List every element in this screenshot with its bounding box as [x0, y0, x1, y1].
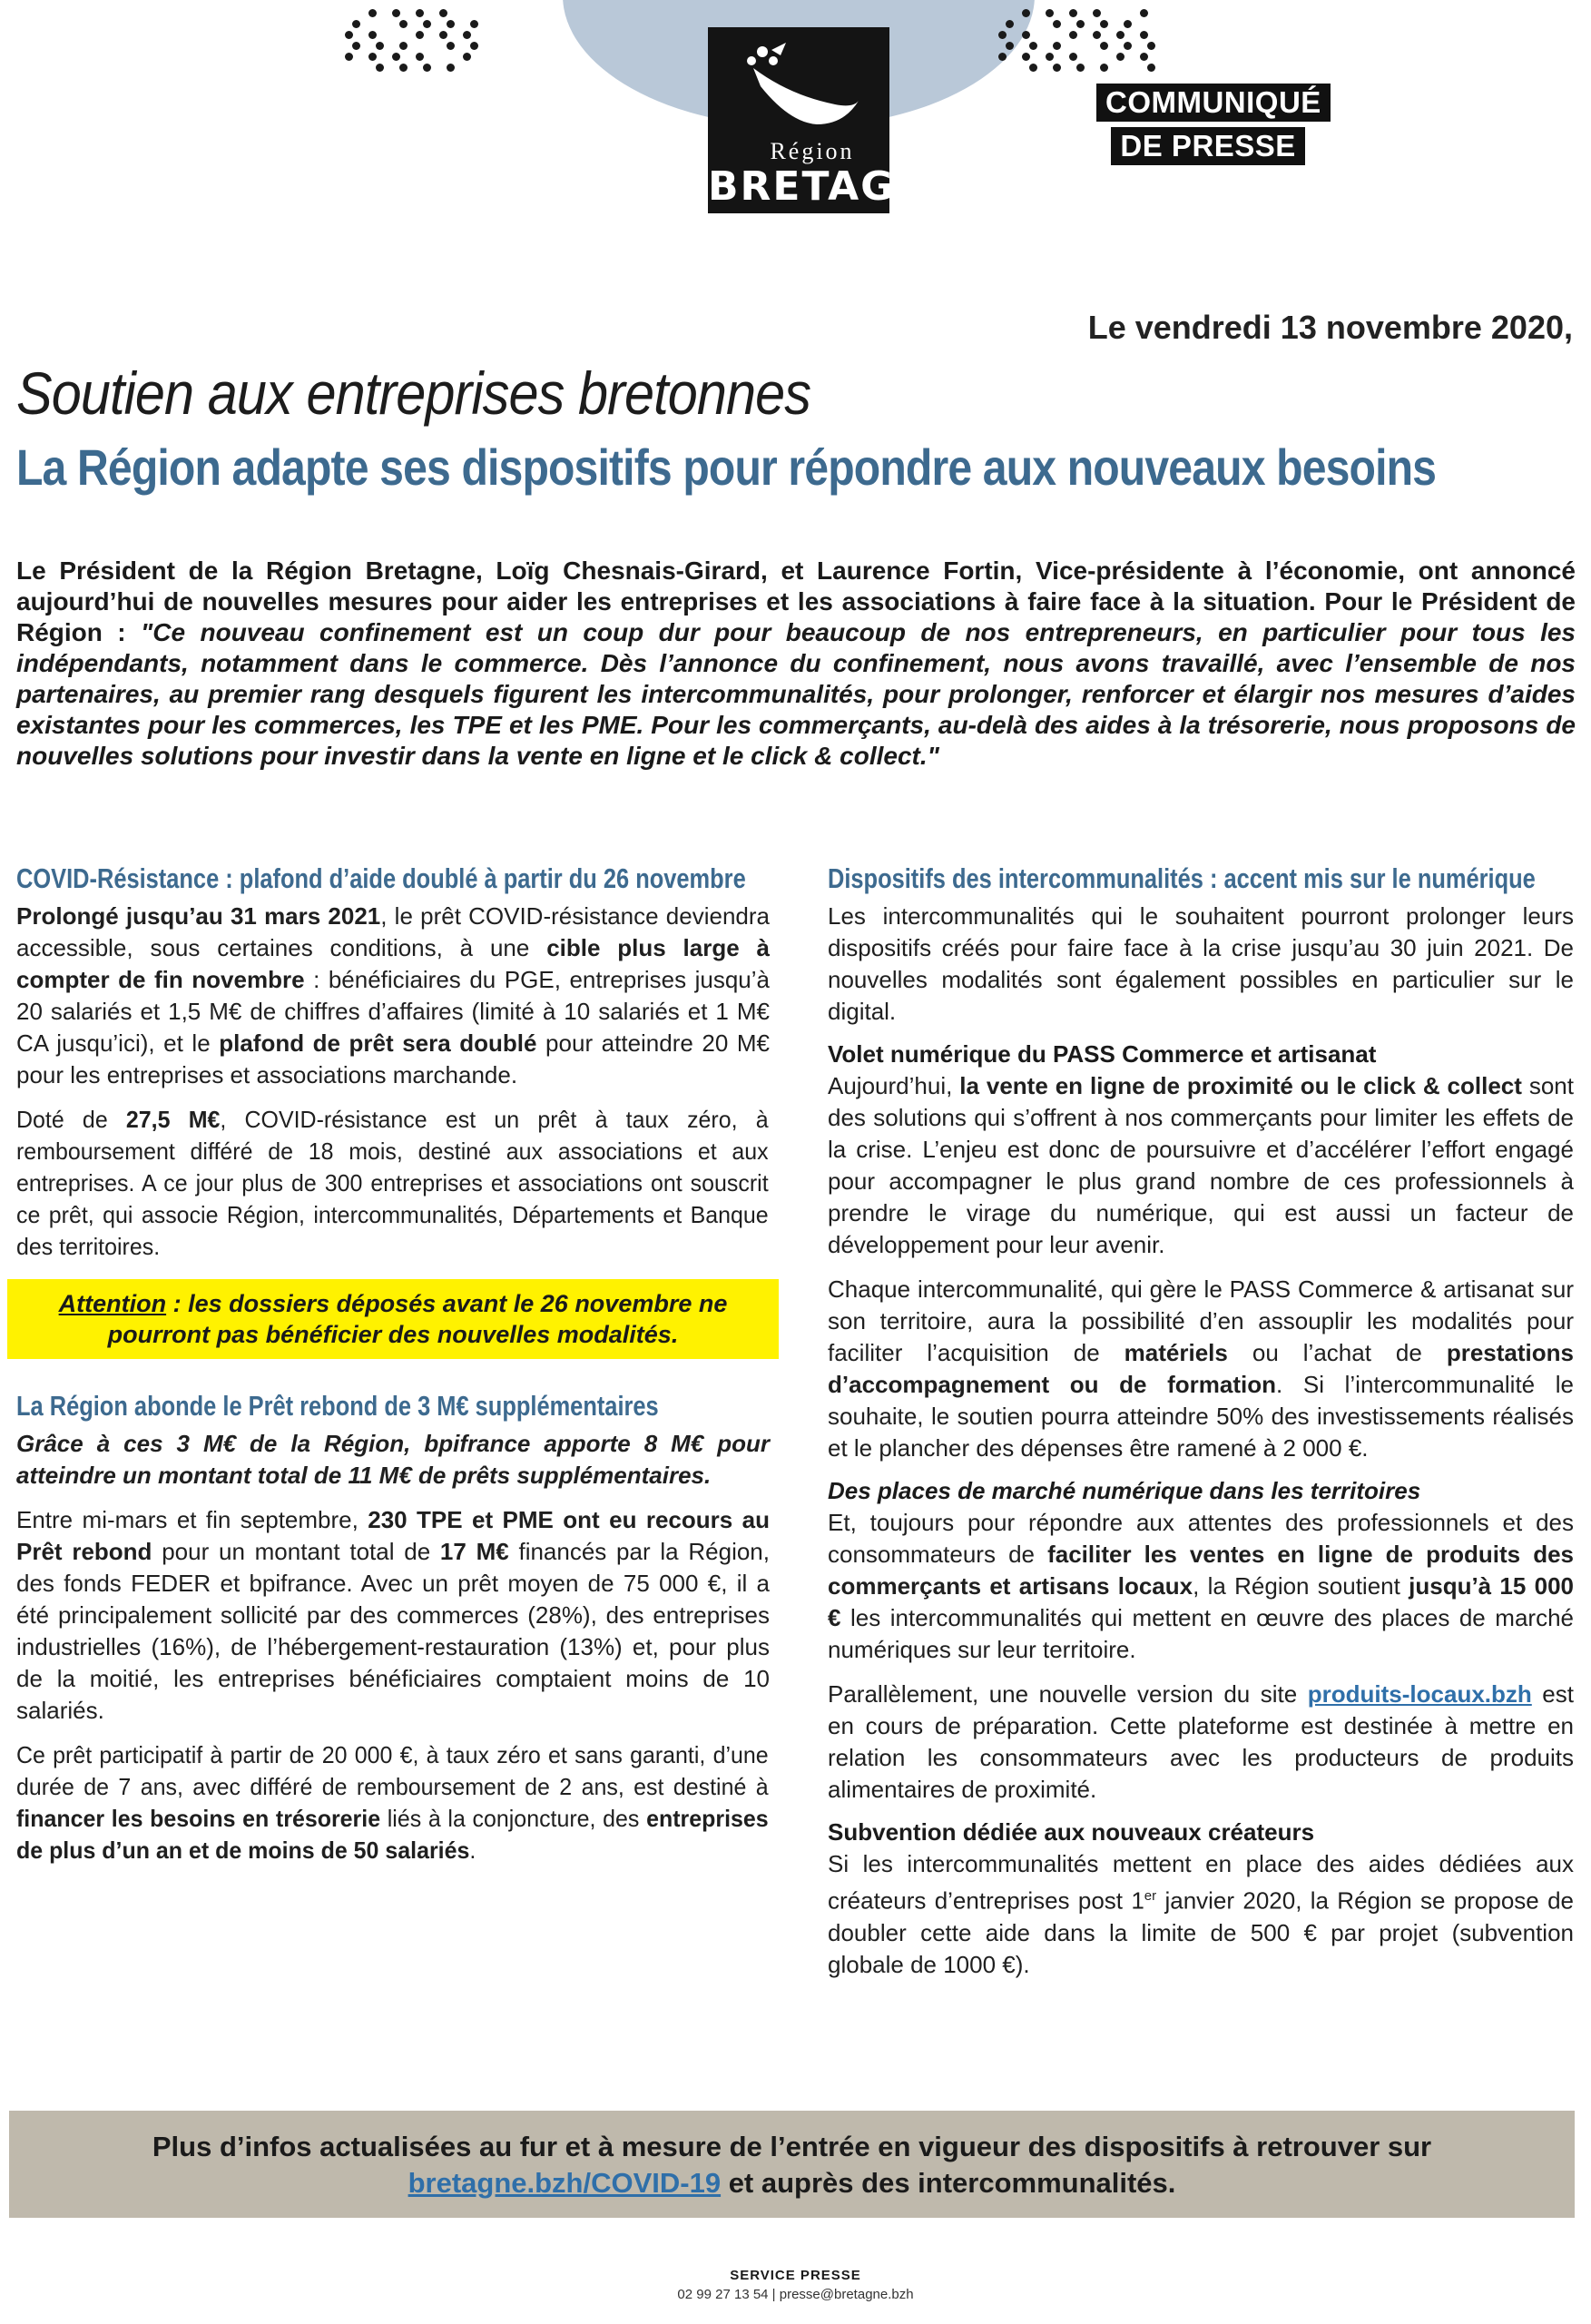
page-subtitle: La Région adapte ses dispositifs pour répondre aux nouveaux besoins	[16, 438, 1437, 496]
pret-rebond-paragraph-2	[16, 1739, 769, 1866]
text: , le prêt COVID-résistance deviendra accessible, sous certaines conditions, à une	[16, 902, 770, 961]
text-bold: matériels	[1124, 1339, 1228, 1366]
text: .	[469, 1837, 476, 1864]
text: les intercommunalités qui mettent en œuvre des places de marché numériques sur leur territoire.	[828, 1604, 1574, 1663]
decorative-dot	[376, 64, 384, 72]
attention-notice	[7, 1279, 779, 1359]
decorative-dot	[1046, 53, 1054, 61]
section-title-covid-resistance: COVID-Résistance : plafond d’aide doublé à partir du 26 novembre	[16, 862, 746, 894]
decorative-dot	[423, 20, 431, 28]
decorative-dot	[416, 9, 424, 17]
intro-paragraph	[16, 556, 1576, 772]
text: Entre mi-mars et fin septembre,	[16, 1506, 368, 1533]
produits-locaux-link[interactable]: produits-locaux.bzh	[1307, 1680, 1532, 1708]
produits-locaux-paragraph	[828, 1679, 1574, 1806]
decorative-dot	[416, 53, 424, 61]
logo-bretagne-text: BRETAGNE	[708, 163, 960, 210]
covid-resistance-paragraph-2	[16, 1104, 769, 1263]
text-bold: Prolongé jusqu’au 31 mars 2021	[16, 902, 381, 930]
decorative-dot	[447, 20, 455, 28]
intercommunalites-paragraph: Les intercommunalités qui le souhaitent pourront prolonger leurs dispositifs créés pour faire face à la crise jusqu’au 30 juin 2021. De nouvelles modalités sont également possibles en particulier sur le digital.	[828, 902, 1574, 1025]
text-bold: 230 TPE et PME ont eu recours au Prêt rebond	[16, 1506, 770, 1565]
decorative-dot	[1140, 9, 1148, 17]
covid-resistance-paragraph-1	[16, 901, 770, 1091]
attention-label: Attention	[58, 1290, 167, 1317]
text: pour atteindre 20 M€ pour les entreprises et associations marchande.	[16, 1029, 770, 1088]
decorative-dot	[1124, 20, 1132, 28]
decorative-dot	[998, 31, 1007, 39]
decorative-dot	[1116, 53, 1125, 61]
press-service-contact	[0, 2268, 1591, 2302]
text: janvier 2020, la Région se propose de doubler cette aide dans la limite de 500 € par projet (subvention globale de 1000 €).	[828, 1886, 1574, 1978]
text: Si les intercommunalités mettent en place des aides dédiées aux créateurs d’entreprises post 1	[828, 1850, 1574, 1915]
decorative-dot	[1006, 20, 1014, 28]
text: . Si l’intercommunalité le souhaite, le soutien pourra atteindre 50% des investissements réalisés et le plancher des dépenses être ramené à 2 000 €.	[828, 1371, 1574, 1462]
decorative-dot	[1140, 53, 1148, 61]
more-info-line-1: Plus d’infos actualisées au fur et à mesure de l’entrée en vigueur des dispositifs à retrouver sur	[152, 2131, 1432, 2162]
decorative-dot	[1069, 9, 1077, 17]
text: : bénéficiaires du PGE, entreprises jusqu’à 20 salariés et 1,5 M€ de chiffres d’affaires (limité à 10 salariés et 1 M€ CA jusqu’ici), et le	[16, 966, 770, 1057]
decorative-dot	[416, 31, 424, 39]
decorative-dot	[392, 9, 400, 17]
decorative-dot	[1069, 31, 1077, 39]
press-release-badge	[1096, 84, 1331, 171]
pret-rebond-lead: Grâce à ces 3 M€ de la Région, bpifrance apporte 8 M€ pour atteindre un montant total de 11 M€ de prêts supplémentaires.	[16, 1430, 770, 1489]
text: est en cours de préparation. Cette plateforme est destinée à mettre en relation les consommateurs avec les producteurs de produits alimentaires de proximité.	[828, 1680, 1574, 1803]
decorative-dot	[1029, 42, 1037, 50]
decorative-dot	[447, 64, 455, 72]
decorative-dot	[423, 64, 431, 72]
decorative-dot	[345, 31, 353, 39]
decorative-dot	[399, 20, 408, 28]
decorative-dot	[1053, 64, 1061, 72]
press-phone: 02 99 27 13 54	[677, 2287, 769, 2302]
decorative-dot	[1069, 53, 1077, 61]
logo-region-text: Région	[770, 138, 855, 164]
section-title-pret-rebond: La Région abonde le Prêt rebond de 3 M€ supplémentaires	[16, 1390, 659, 1422]
decorative-dot	[368, 53, 377, 61]
superscript: er	[1144, 1888, 1157, 1904]
text: , la Région soutient	[1193, 1572, 1409, 1600]
text: sont des solutions qui s’offrent à nos commerçants pour limiter les effets de la crise. L’enjeu est donc de poursuivre et d’accélérer l’effort engagé pour accompagner le plus grand nombre de ces professionnels à prendre le virage du numérique, qui est aussi un facteur de développement pour leur avenir.	[828, 1072, 1574, 1258]
nouveaux-createurs-paragraph	[828, 1848, 1574, 1981]
decorative-dot	[470, 20, 478, 28]
decorative-dot	[1076, 20, 1085, 28]
text: liés à la conjoncture, des	[380, 1805, 647, 1832]
decorative-dot	[399, 64, 408, 72]
text-bold: plafond de prêt sera doublé	[219, 1029, 537, 1057]
text: financés par la Région, des fonds FEDER et bpifrance. Avec un prêt moyen de 75 000 €, il a été principalement sollicité par des commerces (28%), des entreprises industrielles (16%), de l’hébergement-restauration (13%) et, pour plus de la moitié, les entreprises bénéficiaires comptaient moins de 10 salariés.	[16, 1538, 770, 1724]
text-bold: financer les besoins en trésorerie	[16, 1805, 381, 1832]
decorative-dot	[399, 42, 408, 50]
decorative-dot	[1029, 64, 1037, 72]
intro-lead: Le Président de la Région Bretagne, Loïg Chesnais-Girard, et Laurence Fortin, Vice-présidente à l’économie, ont annoncé aujourd’hui de nouvelles mesures pour aider les entreprises et les associations à faire face à la situation. Pour le Président de Région :	[16, 556, 1576, 646]
decorative-dot	[1093, 9, 1101, 17]
decorative-dot	[1100, 64, 1108, 72]
decorative-dot	[368, 31, 377, 39]
decorative-dot	[1046, 9, 1054, 17]
press-badge-line-1: COMMUNIQUÉ	[1096, 84, 1331, 122]
text-bold: faciliter les ventes en ligne de produits des commerçants et artisans locaux	[828, 1541, 1574, 1600]
decorative-dot	[1053, 42, 1061, 50]
decorative-dot	[352, 20, 360, 28]
decorative-dot	[392, 53, 400, 61]
text: Ce prêt participatif à partir de 20 000 €, à taux zéro et sans garanti, d’une durée de 7 ans, avec différé de remboursement de 2 ans, est destiné à	[16, 1741, 769, 1800]
more-info-line-2	[9, 2165, 1575, 2201]
decorative-dot	[345, 53, 353, 61]
decorative-dot	[463, 31, 471, 39]
text: Et, toujours pour répondre aux attentes des professionnels et des consommateurs de	[828, 1509, 1574, 1568]
pass-commerce-paragraph-2	[828, 1274, 1574, 1464]
attention-text: : les dossiers déposés avant le 26 novembre ne pourront pas bénéficier des nouvelles modalités.	[107, 1290, 728, 1348]
text: pour un montant total de	[152, 1538, 440, 1565]
press-service-title: SERVICE PRESSE	[730, 2268, 861, 2283]
decorative-dot	[1124, 42, 1132, 50]
text: et auprès des intercommunalités.	[721, 2167, 1176, 2199]
decorative-dot	[447, 42, 455, 50]
subheading-nouveaux-createurs: Subvention dédiée aux nouveaux créateurs	[828, 1818, 1315, 1846]
text-bold: prestations d’accompagnement ou de formation	[828, 1339, 1574, 1398]
left-column	[16, 862, 770, 1879]
text-bold: la vente en ligne de proximité ou le click & collect	[959, 1072, 1522, 1099]
page-title: Soutien aux entreprises bretonnes	[16, 359, 811, 427]
text-bold: cible plus large à compter de fin novembre	[16, 934, 770, 993]
decorative-dot	[439, 31, 447, 39]
decorative-dot	[352, 42, 360, 50]
text: ou l’achat de	[1227, 1339, 1447, 1366]
decorative-dot	[1022, 31, 1030, 39]
ermine-swallow-icon	[735, 41, 862, 141]
pass-commerce-paragraph-1	[828, 1070, 1574, 1261]
decorative-dot	[1140, 31, 1148, 39]
text-bold: entreprises de plus d’un an et de moins de 50 salariés	[16, 1805, 769, 1864]
decorative-dot	[1093, 31, 1101, 39]
text-bold: 17 M€	[439, 1538, 509, 1565]
decorative-dot	[1006, 42, 1014, 50]
press-badge-line-2: DE PRESSE	[1111, 127, 1304, 165]
subheading-places-de-marche: Des places de marché numérique dans les territoires	[828, 1477, 1421, 1504]
decorative-dot	[1022, 53, 1030, 61]
pret-rebond-paragraph-1	[16, 1504, 770, 1727]
right-column	[828, 862, 1574, 1994]
press-service-contact-line: 02 99 27 13 54 | presse@bretagne.bzh	[677, 2287, 914, 2302]
decorative-dot	[439, 9, 447, 17]
decorative-dot	[368, 9, 377, 17]
bretagne-covid-link[interactable]: bretagne.bzh/COVID-19	[408, 2167, 722, 2199]
decorative-dot	[1147, 42, 1155, 50]
region-bretagne-logo	[708, 27, 960, 213]
places-de-marche-paragraph	[828, 1507, 1574, 1666]
text: , COVID-résistance est un prêt à taux zéro, à remboursement différé de 18 mois, destiné aux associations et aux entreprises. A ce jour plus de 300 entreprises et associations ont souscrit ce prêt, qui associe Région, intercommunalités, Départements et Banque des territoires.	[16, 1106, 769, 1260]
decorative-dot	[1100, 42, 1108, 50]
decorative-dot	[1147, 64, 1155, 72]
text: Parallèlement, une nouvelle version du site	[828, 1680, 1308, 1708]
subheading-pass-commerce: Volet numérique du PASS Commerce et artisanat	[828, 1040, 1377, 1068]
decorative-dot	[1100, 20, 1108, 28]
president-quote: "Ce nouveau confinement est un coup dur pour beaucoup de nos entrepreneurs, en particulier pour tous les indépendants, notamment dans le commerce. Dès l’annonce du confinement, nous avons travaillé, avec l’ensemble de nos partenaires, au premier rang desquels figurent les intercommunalités, pour prolonger, renforcer et élargir nos mesures d’aides existantes pour les commerces, les TPE et les PME. Pour les commerçants, au-delà des aides à la trésorerie, nous proposons de nouvelles solutions pour investir dans la vente en ligne et le click & collect."	[16, 618, 1576, 770]
decorative-dot	[376, 42, 384, 50]
text: Doté de	[16, 1106, 126, 1133]
decorative-dot	[1076, 64, 1085, 72]
press-email[interactable]: presse@bretagne.bzh	[779, 2287, 914, 2302]
text: Chaque intercommunalité, qui gère le PASS Commerce & artisanat sur son territoire, aura la possibilité d’en assouplir les modalités pour faciliter l’acquisition de	[828, 1275, 1574, 1366]
section-title-intercommunalites: Dispositifs des intercommunalités : accent mis sur le numérique	[828, 862, 1536, 894]
text: Aujourd’hui,	[828, 1072, 960, 1099]
decorative-dot	[1022, 9, 1030, 17]
text-bold: jusqu’à 15 000 €	[828, 1572, 1574, 1631]
text-bold: 27,5 M€	[125, 1106, 221, 1133]
decorative-dot	[1053, 20, 1061, 28]
decorative-dot	[1116, 31, 1125, 39]
more-info-banner	[9, 2111, 1575, 2218]
decorative-dot	[463, 53, 471, 61]
release-date: Le vendredi 13 novembre 2020,	[1087, 309, 1573, 346]
decorative-dot	[998, 53, 1007, 61]
decorative-dot	[470, 42, 478, 50]
